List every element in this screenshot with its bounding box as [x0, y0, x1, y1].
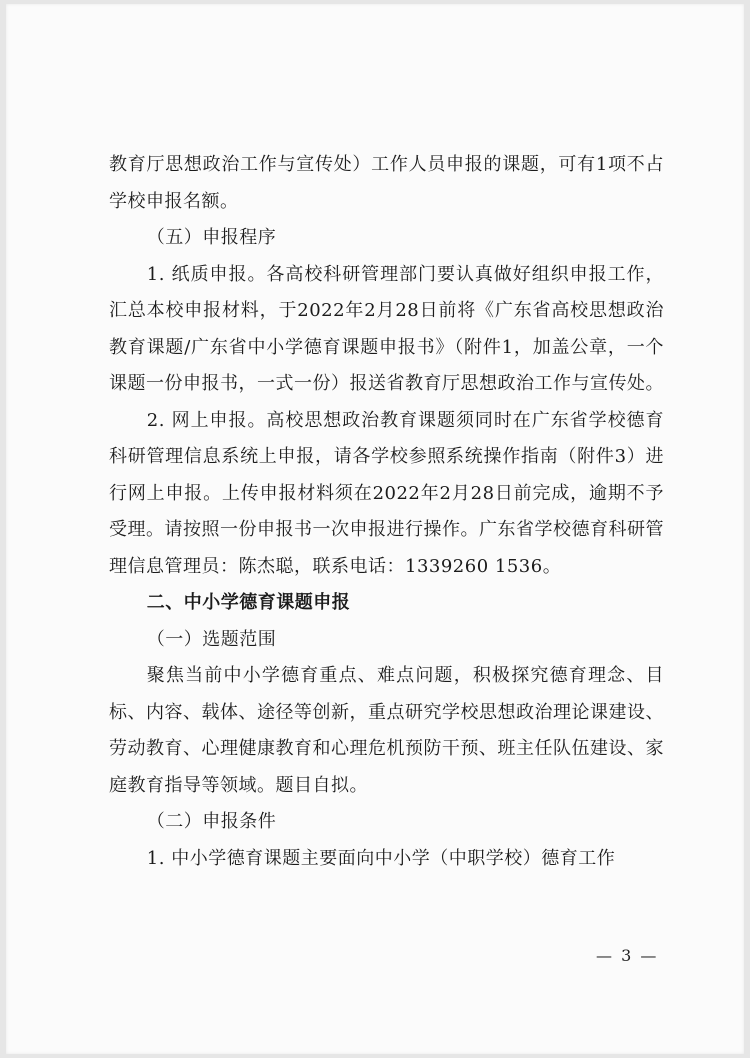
- subheading-application-conditions: （二）申报条件: [146, 811, 277, 832]
- document-page: [6, 4, 744, 1054]
- section-heading-middle-primary: 二、中小学德育课题申报: [146, 592, 351, 613]
- subheading-topic-scope: （一）选题范围: [146, 628, 277, 650]
- document-body: [109, 147, 664, 877]
- paragraph-online-application: 2. 网上申报。高校思想政治教育课题须同时在广东省学校德育科研管理信息系统上申报，请各学校参照系统操作指南（附件3）进行网上申报。上传申报材料须在2022年2月28日前完成，逾期不予受理。请按照一份申报书一次申报进行操作。广东省学校德育科研管理信息管理员：陈杰聪，联系电话：1339260 1536。: [109, 409, 664, 577]
- page-number: — 3 —: [596, 946, 659, 965]
- paragraph-conditions-1: 1. 中小学德育课题主要面向中小学（中职学校）德育工作: [146, 847, 616, 869]
- paragraph-continuation: 教育厅思想政治工作与宣传处）工作人员申报的课题，可有1项不占学校申报名额。: [109, 154, 664, 212]
- paragraph-paper-application: 1. 纸质申报。各高校科研管理部门要认真做好组织申报工作，汇总本校申报材料，于2022年2月28日前将《广东省高校思想政治教育课题/广东省中小学德育课题申报书》（附件1，加盖公章，一个课题一份申报书，一式一份）报送省教育厅思想政治工作与宣传处。: [109, 263, 664, 394]
- subheading-application-procedure: （五）申报程序: [146, 227, 277, 248]
- paragraph-topic-scope: 聚焦当前中小学德育重点、难点问题，积极探究德育理念、目标、内容、载体、途径等创新，重点研究学校思想政治理论课建设、劳动教育、心理健康教育和心理危机预防干预、班主任队伍建设、家庭教育指导等领域。题目自拟。: [109, 665, 664, 796]
